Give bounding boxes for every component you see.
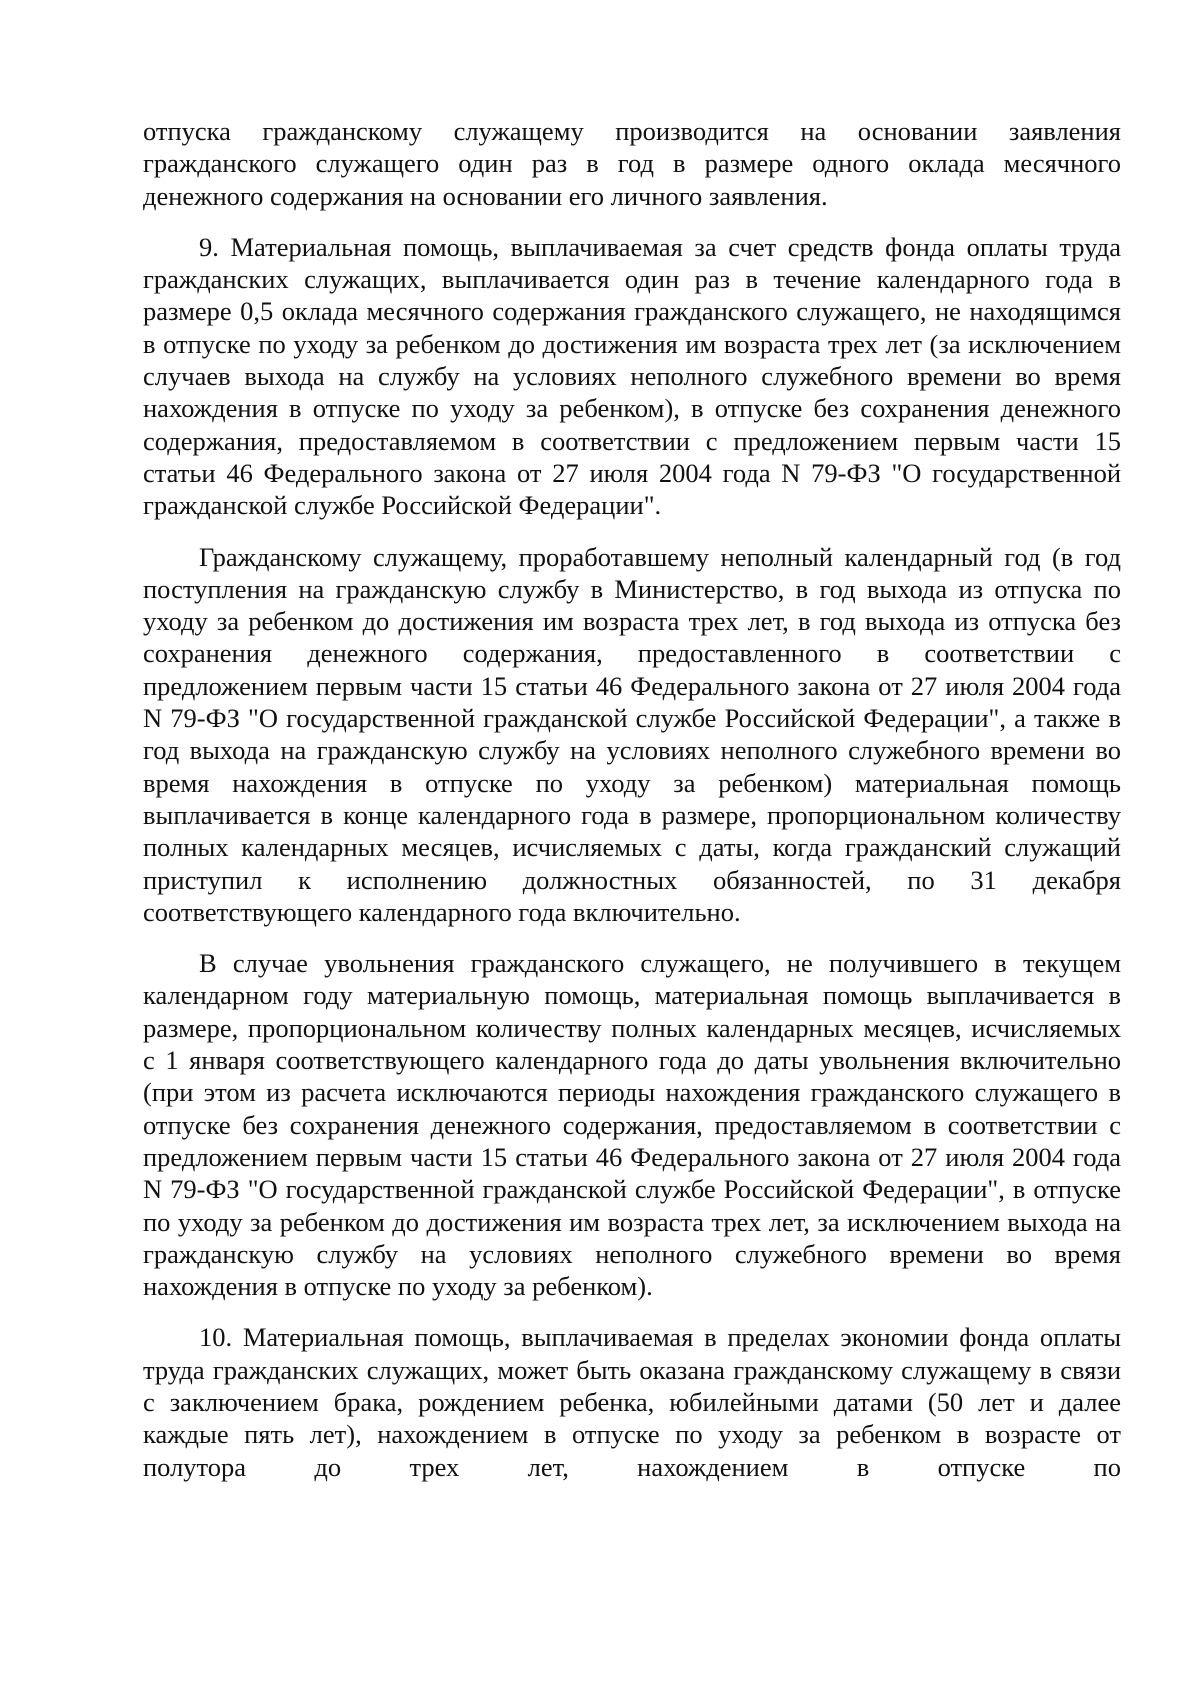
paragraph-item-9: 9. Материальная помощь, выплачиваемая за счет средств фонда оплаты труда гражданских служащих, выплачивается один раз в течение календарного года в размере 0,5 оклада месячного содержания гражданского служащего, не находящимся в отпуске по уходу за ребенком до достижения им возраста трех лет (за исключением случаев выхода на службу на условиях неполного служебного времени во время нахождения в отпуске по уходу за ребенком), в отпуске без сохранения денежного содержания, предоставляемом в соответствии с предложением первым части 15 статьи 46 Федерального закона от 27 июля 2004 года N 79-ФЗ "О государственной гражданской службе Российской Федерации".: [143, 231, 1121, 521]
paragraph-gap: [143, 928, 1121, 947]
paragraph-item-10: 10. Материальная помощь, выплачиваемая в пределах экономии фонда оплаты труда гражданских служащих, может быть оказана гражданскому служащему в связи с заключением брака, рождением ребенка, юбилейными датами (50 лет и далее каждые пять лет), нахождением в отпуске по уходу за ребенком в возрасте от полутора до трех лет, нахождением в отпуске по: [143, 1322, 1121, 1482]
paragraph-dismissal: В случае увольнения гражданского служащего, не получившего в текущем календарном году материальную помощь, материальная помощь выплачивается в размере, пропорциональном количеству полных календарных месяцев, исчисляемых с 1 января соответствующего календарного года до даты увольнения включительно (при этом из расчета исключаются периоды нахождения гражданского служащего в отпуске без сохранения денежного содержания, предоставляемом в соответствии с предложением первым части 15 статьи 46 Федерального закона от 27 июля 2004 года N 79-ФЗ "О государственной гражданской службе Российской Федерации", в отпуске по уходу за ребенком до достижения им возраста трех лет, за исключением выхода на гражданскую службу на условиях неполного служебного времени во время нахождения в отпуске по уходу за ребенком).: [143, 948, 1121, 1302]
document-page: [143, 115, 1121, 1483]
paragraph-gap: [143, 212, 1121, 231]
paragraph-continuation: отпуска гражданскому служащему производится на основании заявления гражданского служащего один раз в год в размере одного оклада месячного денежного содержания на основании его личного заявления.: [143, 116, 1121, 211]
paragraph-partial-year: Гражданскому служащему, проработавшему неполный календарный год (в год поступления на гражданскую службу в Министерство, в год выхода из отпуска по уходу за ребенком до достижения им возраста трех лет, в год выхода из отпуска без сохранения денежного содержания, предоставленного в соответствии с предложением первым части 15 статьи 46 Федерального закона от 27 июля 2004 года N 79-ФЗ "О государственной гражданской службе Российской Федерации", а также в год выхода на гражданскую службу на условиях неполного служебного времени во время нахождения в отпуске по уходу за ребенком) материальная помощь выплачивается в конце календарного года в размере, пропорциональном количеству полных календарных месяцев, исчисляемых с даты, когда гражданский служащий приступил к исполнению должностных обязанностей, по 31 декабря соответствующего календарного года включительно.: [143, 541, 1121, 927]
paragraph-gap: [143, 522, 1121, 541]
paragraph-gap: [143, 1302, 1121, 1321]
